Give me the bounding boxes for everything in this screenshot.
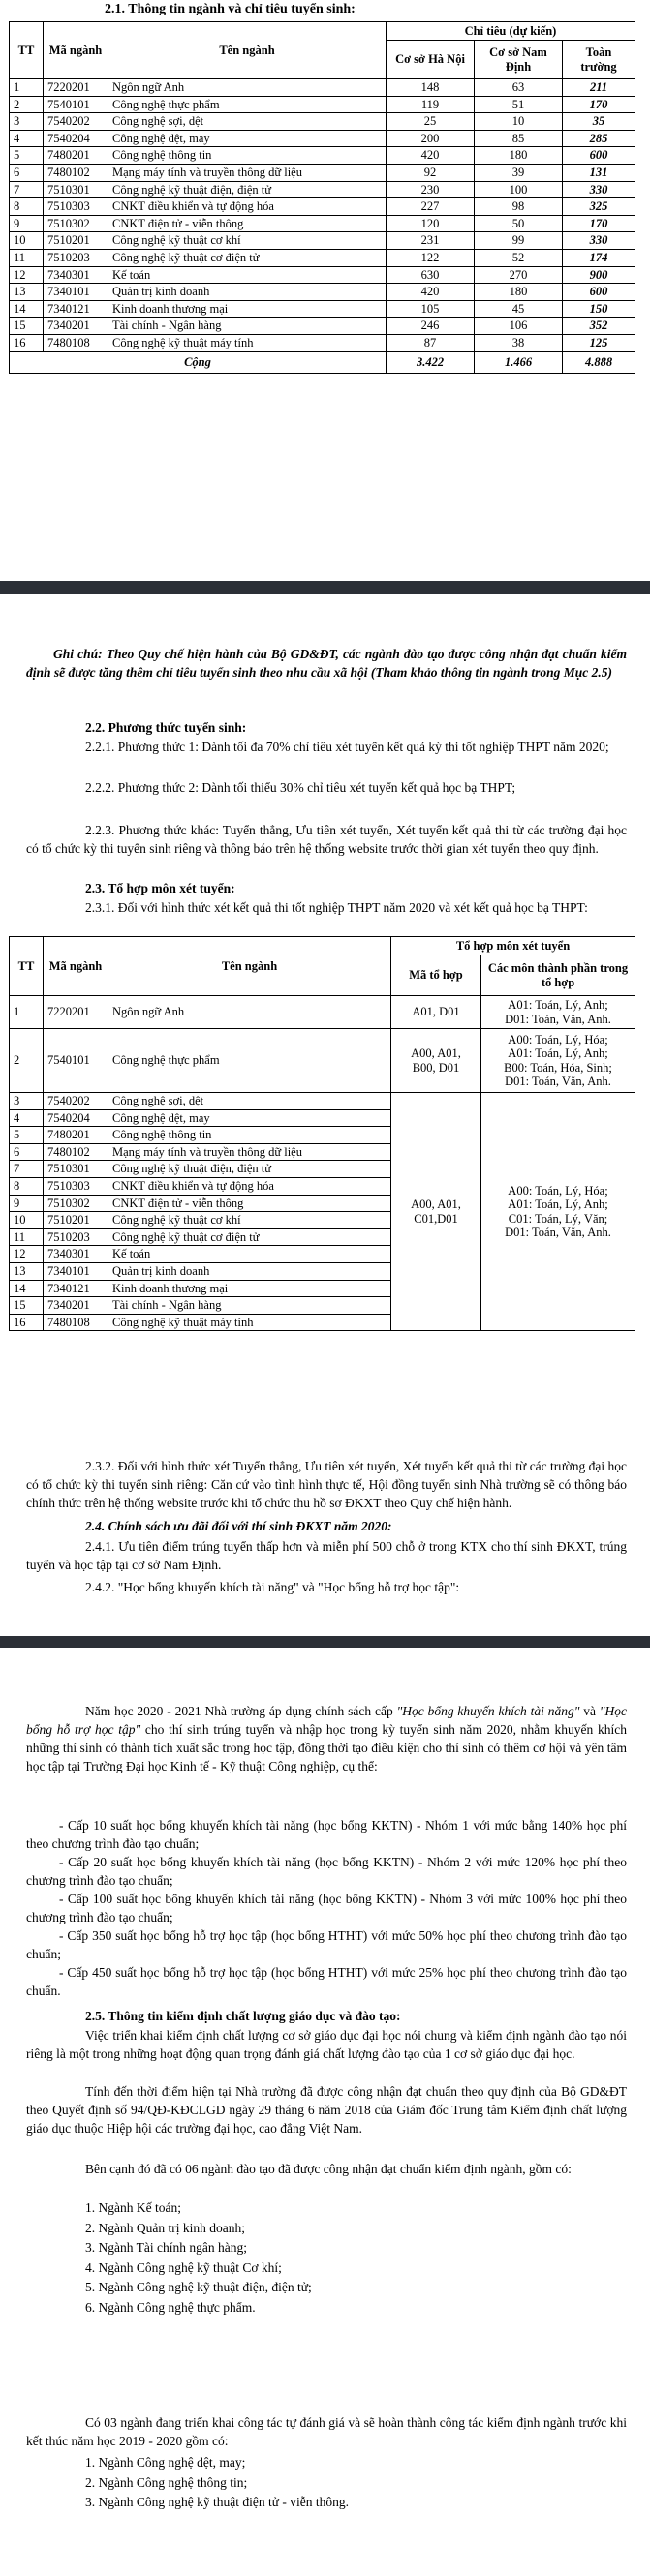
cell-tt: 14 (10, 1280, 44, 1297)
cell-ma-nganh: 7510303 (44, 198, 108, 216)
table-row (10, 181, 635, 198)
section-2-2-1: 2.2.1. Phương thức 1: Dành tối đa 70% chỉ tiêu xét tuyển kết quả kỳ thi tốt nghiệp THPT năm 2020; (85, 740, 609, 754)
cell-ten-nganh: CNKT điện tử - viễn thông (108, 215, 387, 232)
cell-toan-truong: 125 (563, 334, 635, 351)
cell-tt: 12 (10, 266, 44, 284)
cell-mon-thanh-phan-line: D01: Toán, Văn, Anh. (505, 1012, 611, 1026)
cell-tt: 8 (10, 198, 44, 216)
cell-tt: 10 (10, 232, 44, 250)
cell-namdinh: 180 (475, 284, 563, 301)
cell-ma-nganh: 7510303 (44, 1177, 108, 1195)
col-ma-nganh: Mã ngành (44, 22, 108, 79)
table-row (10, 284, 635, 301)
cell-tt: 10 (10, 1212, 44, 1229)
cell-tt: 15 (10, 1297, 44, 1315)
cell-ten-nganh: Kinh doanh thương mại (108, 1280, 391, 1297)
cell-mon-thanh-phan-line: A00: Toán, Lý, Hóa; (508, 1032, 608, 1046)
section-2-3-2: 2.3.2. Đối với hình thức xét Tuyển thẳng, Ưu tiên xét tuyển, Xét tuyển kết quả thi từ các trường đại học có tổ chức kỳ thi tuyển sinh riêng: Căn cứ vào tình hình thực tế, Hội đồng tuyển sinh Nhà trường sẽ có thông báo chính thức trên hệ thống website trước khi tổ chức thu hồ sơ ĐKXT theo Quy chế hiện hành. (26, 1459, 627, 1510)
cell-ten-nganh: Mạng máy tính và truyền thông dữ liệu (108, 164, 387, 181)
cell-ma-nganh: 7340301 (44, 1246, 108, 1263)
cell-tt: 12 (10, 1246, 44, 1263)
cell-namdinh: 39 (475, 164, 563, 181)
cell-ma-to-hop-line: B00, D01 (412, 1060, 460, 1075)
cell-hanoi: 87 (387, 334, 475, 351)
cell-mon-thanh-phan-line: A00: Toán, Lý, Hóa; (508, 1183, 608, 1197)
col-to-hop: Tổ hợp môn xét tuyển (391, 937, 635, 955)
total-toan-truong: 4.888 (563, 351, 635, 373)
section-2-5-p1: Việc triển khai kiểm định chất lượng cơ sở giáo dục đại học nói chung và kiểm định ngành đào tạo nói riêng là một trong những hoạt động quan trọng đánh giá chất lượng đào tạo của 1 cơ sở giáo dục đại học. (26, 2028, 627, 2061)
page-separator (0, 1636, 650, 1648)
cell-namdinh: 52 (475, 249, 563, 266)
cell-tt: 2 (10, 96, 44, 113)
cell-ma-nganh: 7510302 (44, 1195, 108, 1212)
cell-mon-thanh-phan-line: C01: Toán, Lý, Văn; (508, 1211, 608, 1226)
cell-hanoi: 420 (387, 284, 475, 301)
cell-ten-nganh: Công nghệ kỹ thuật cơ điện tử (108, 1228, 391, 1246)
table-row (10, 232, 635, 250)
cell-tt: 5 (10, 1127, 44, 1144)
cell-ma-to-hop-line: C01,D01 (414, 1211, 458, 1226)
list-item: 3. Ngành Tài chính ngân hàng; (85, 2240, 247, 2255)
section-2-2-title: 2.2. Phương thức tuyển sinh: (85, 720, 247, 735)
scholarship-list (26, 1816, 627, 2000)
cell-ten-nganh: Công nghệ kỹ thuật cơ khí (108, 232, 387, 250)
section-2-2-2: 2.2.2. Phương thức 2: Dành tối thiểu 30% chỉ tiêu xét tuyển kết quả học bạ THPT; (85, 780, 516, 795)
col-hanoi: Cơ sở Hà Nội (387, 41, 475, 79)
section-2-5-p2: Tính đến thời điểm hiện tại Nhà trường đã được công nhận đạt chuẩn theo quy định của Bộ GD&ĐT theo Quyết định số 94/QĐ-KĐCLGD ngày 29 tháng 6 năm 2018 của Giám đốc Trung tâm Kiểm định chất lượng giáo dục thuộc Hiệp hội các trường đại học, cao đẳng Việt Nam. (26, 2084, 627, 2136)
cell-ten-nganh: Kế toán (108, 1246, 391, 1263)
cell-ten-nganh: Công nghệ kỹ thuật điện, điện tử (108, 181, 387, 198)
col-toan-truong: Toàn trường (563, 41, 635, 79)
cell-ten-nganh: Công nghệ kỹ thuật máy tính (108, 1314, 391, 1331)
table-row (10, 96, 635, 113)
col-namdinh: Cơ sở Nam Định (475, 41, 563, 79)
scholarship-item: - Cấp 450 suất học bổng hỗ trợ học tập (học bổng HTHT) với mức 25% học phí theo chương trình đào tạo chuẩn. (26, 1965, 627, 1998)
cell-ten-nganh: Tài chính - Ngân hàng (108, 318, 387, 335)
cell-tt: 1 (10, 996, 44, 1029)
cell-toan-truong: 131 (563, 164, 635, 181)
cell-ten-nganh: Ngôn ngữ Anh (108, 996, 391, 1029)
cell-ten-nganh: CNKT điện tử - viễn thông (108, 1195, 391, 1212)
col-tt: TT (10, 937, 44, 996)
cell-ma-nganh: 7340201 (44, 1297, 108, 1315)
cell-toan-truong: 330 (563, 181, 635, 198)
cell-ma-nganh: 7340121 (44, 300, 108, 318)
table-row (10, 198, 635, 216)
cell-hanoi: 120 (387, 215, 475, 232)
cell-tt: 1 (10, 79, 44, 97)
cell-ma-nganh: 7540204 (44, 1109, 108, 1127)
cell-hanoi: 148 (387, 79, 475, 97)
scholarship-intro: Năm học 2020 - 2021 Nhà trường áp dụng chính sách cấp "Học bổng khuyến khích tài năng" và "Học bổng hỗ trợ học tập" cho thí sinh trúng tuyển và nhập học trong kỳ tuyển sinh năm 2020, nhằm khuyến khích những thí sinh có thành tích xuất sắc trong học tập, đồng thời tạo điều kiện cho thí sinh có thêm cơ hội và yên tâm học tập tại Trường Đại học Kinh tế - Kỹ thuật Công nghiệp, cụ thể: (26, 1704, 627, 1773)
quota-table (9, 21, 635, 374)
cell-ma-nganh: 7540204 (44, 130, 108, 147)
table-row (10, 1093, 635, 1110)
cell-toan-truong: 325 (563, 198, 635, 216)
cell-ten-nganh: Công nghệ kỹ thuật cơ điện tử (108, 249, 387, 266)
cell-mon-thanh-phan-line: B00: Toán, Hóa, Sinh; (504, 1060, 612, 1075)
cell-ma-nganh: 7540202 (44, 1093, 108, 1110)
cell-toan-truong: 170 (563, 215, 635, 232)
accredited-majors-list (85, 2198, 312, 2318)
cell-ten-nganh: CNKT điều khiển và tự động hóa (108, 198, 387, 216)
cell-mon-thanh-phan (481, 996, 635, 1029)
scholarship-item: - Cấp 350 suất học bổng hỗ trợ học tập (học bổng HTHT) với mức 50% học phí theo chương trình đào tạo chuẩn; (26, 1928, 627, 1961)
section-2-5-title: 2.5. Thông tin kiểm định chất lượng giáo dục và đào tạo: (85, 2009, 401, 2023)
cell-namdinh: 38 (475, 334, 563, 351)
cell-ma-nganh: 7480108 (44, 334, 108, 351)
cell-tt: 7 (10, 181, 44, 198)
cell-ma-nganh: 7340121 (44, 1280, 108, 1297)
cell-ma-nganh: 7510301 (44, 181, 108, 198)
cell-ma-to-hop-line: A00, A01, (411, 1046, 461, 1060)
cell-ma-nganh: 7510302 (44, 215, 108, 232)
cell-toan-truong: 174 (563, 249, 635, 266)
total-namdinh: 1.466 (475, 351, 563, 373)
cell-tt: 13 (10, 284, 44, 301)
cell-ma-nganh: 7480201 (44, 1127, 108, 1144)
table-row (10, 113, 635, 131)
cell-tt: 7 (10, 1161, 44, 1178)
cell-ma-to-hop: A01, D01 (391, 996, 481, 1029)
section-2-4-title: 2.4. Chính sách ưu đãi đối với thí sinh ĐKXT năm 2020: (85, 1519, 392, 1533)
cell-mon-thanh-phan-line: D01: Toán, Văn, Anh. (505, 1075, 611, 1088)
section-2-5-p4: Có 03 ngành đang triển khai công tác tự đánh giá và sẽ hoàn thành công tác kiểm định ngành trước khi kết thúc năm học 2019 - 2020 gồm có: (26, 2415, 627, 2448)
cell-namdinh: 180 (475, 147, 563, 165)
cell-mon-thanh-phan-line: A01: Toán, Lý, Anh; (508, 998, 608, 1012)
cell-ma-nganh: 7540101 (44, 1029, 108, 1093)
cell-namdinh: 10 (475, 113, 563, 131)
cell-ma-nganh: 7480108 (44, 1314, 108, 1331)
cell-tt: 2 (10, 1029, 44, 1093)
table-row (10, 147, 635, 165)
cell-toan-truong: 35 (563, 113, 635, 131)
list-item: 2. Ngành Quản trị kinh doanh; (85, 2220, 245, 2235)
cell-tt: 9 (10, 1195, 44, 1212)
cell-tt: 3 (10, 113, 44, 131)
table-row (10, 300, 635, 318)
cell-hanoi: 119 (387, 96, 475, 113)
table-row (10, 334, 635, 351)
cell-hanoi: 122 (387, 249, 475, 266)
section-2-5-p3: Bên cạnh đó đã có 06 ngành đào tạo đã được công nhận đạt chuẩn kiểm định ngành, gồm có: (85, 2162, 572, 2176)
col-chi-tieu: Chỉ tiêu (dự kiến) (387, 22, 635, 41)
cell-ma-nganh: 7510203 (44, 1228, 108, 1246)
cell-toan-truong: 330 (563, 232, 635, 250)
section-2-4-2: 2.4.2. "Học bổng khuyến khích tài năng" và "Học bổng hỗ trợ học tập": (85, 1580, 460, 1594)
cell-ten-nganh: Quản trị kinh doanh (108, 284, 387, 301)
list-item: 1. Ngành Kế toán; (85, 2200, 181, 2215)
table-row (10, 164, 635, 181)
cell-namdinh: 50 (475, 215, 563, 232)
cell-ma-nganh: 7510301 (44, 1161, 108, 1178)
note-text: Ghi chú: Theo Quy chế hiện hành của Bộ GD&ĐT, các ngành đào tạo được công nhận đạt chuẩn kiểm định sẽ được tăng thêm chỉ tiêu tuyển sinh theo nhu cầu xã hội (Tham khảo thông tin ngành trong Mục 2.5) (26, 647, 627, 680)
list-item: 2. Ngành Công nghệ thông tin; (85, 2474, 248, 2490)
cell-tt: 4 (10, 130, 44, 147)
cell-ma-nganh: 7540202 (44, 113, 108, 131)
cell-ten-nganh: Công nghệ sợi, dệt (108, 1093, 391, 1110)
cell-tt: 13 (10, 1262, 44, 1280)
cell-hanoi: 231 (387, 232, 475, 250)
table-row (10, 215, 635, 232)
cell-tt: 9 (10, 215, 44, 232)
cell-ten-nganh: Công nghệ sợi, dệt (108, 113, 387, 131)
section-2-3-title: 2.3. Tổ hợp môn xét tuyển: (85, 881, 235, 895)
table-row (10, 1029, 635, 1093)
cell-ma-nganh: 7340101 (44, 284, 108, 301)
col-ma-to-hop: Mã tổ hợp (391, 955, 481, 996)
cell-hanoi: 92 (387, 164, 475, 181)
cell-ten-nganh: Công nghệ thông tin (108, 1127, 391, 1144)
cell-namdinh: 98 (475, 198, 563, 216)
cell-namdinh: 99 (475, 232, 563, 250)
table-row (10, 249, 635, 266)
cell-ma-to-hop (391, 1029, 481, 1093)
cell-hanoi: 230 (387, 181, 475, 198)
cell-ma-to-hop (391, 1093, 481, 1331)
cell-ten-nganh: Công nghệ thực phẩm (108, 1029, 391, 1093)
cell-toan-truong: 211 (563, 79, 635, 97)
col-ma-nganh: Mã ngành (44, 937, 108, 996)
cell-toan-truong: 600 (563, 284, 635, 301)
cell-toan-truong: 352 (563, 318, 635, 335)
cell-ma-nganh: 7480102 (44, 1143, 108, 1161)
cell-namdinh: 51 (475, 96, 563, 113)
cell-ma-nganh: 7220201 (44, 79, 108, 97)
cell-ten-nganh: Quản trị kinh doanh (108, 1262, 391, 1280)
pending-majors-list (85, 2453, 349, 2513)
scholarship-item: - Cấp 20 suất học bổng khuyến khích tài năng (học bổng KKTN) - Nhóm 2 với mức 120% học phí theo chương trình đào tạo chuẩn; (26, 1855, 627, 1888)
cell-namdinh: 45 (475, 300, 563, 318)
cell-hanoi: 105 (387, 300, 475, 318)
cell-toan-truong: 285 (563, 130, 635, 147)
col-ten-nganh: Tên ngành (108, 937, 391, 996)
table-row (10, 266, 635, 284)
cell-tt: 3 (10, 1093, 44, 1110)
cell-mon-thanh-phan-line: A01: Toán, Lý, Anh; (508, 1197, 608, 1212)
cell-tt: 16 (10, 334, 44, 351)
section-2-3-1: 2.3.1. Đối với hình thức xét kết quả thi tốt nghiệp THPT năm 2020 và xét kết quả học bạ THPT: (85, 900, 588, 915)
cell-ten-nganh: Công nghệ kỹ thuật điện, điện tử (108, 1161, 391, 1178)
cell-ma-nganh: 7480102 (44, 164, 108, 181)
cell-namdinh: 63 (475, 79, 563, 97)
cell-mon-thanh-phan-line: D01: Toán, Văn, Anh. (505, 1226, 611, 1240)
table-row (10, 318, 635, 335)
cell-ma-nganh: 7510201 (44, 1212, 108, 1229)
cell-mon-thanh-phan (481, 1093, 635, 1331)
cell-tt: 14 (10, 300, 44, 318)
cell-ten-nganh: CNKT điều khiển và tự động hóa (108, 1177, 391, 1195)
cell-ten-nganh: Tài chính - Ngân hàng (108, 1297, 391, 1315)
cell-ten-nganh: Công nghệ thông tin (108, 147, 387, 165)
cell-tt: 16 (10, 1314, 44, 1331)
cell-ten-nganh: Kế toán (108, 266, 387, 284)
cell-hanoi: 630 (387, 266, 475, 284)
total-row (10, 351, 635, 373)
list-item: 1. Ngành Công nghệ dệt, may; (85, 2455, 246, 2470)
list-item: 4. Ngành Công nghệ kỹ thuật Cơ khí; (85, 2259, 282, 2275)
cell-ten-nganh: Ngôn ngữ Anh (108, 79, 387, 97)
cell-ma-nganh: 7340201 (44, 318, 108, 335)
scholarship-item: - Cấp 10 suất học bổng khuyến khích tài năng (học bổng KKTN) - Nhóm 1 với mức bằng 140% học phí theo chương trình đào tạo chuẩn; (26, 1818, 627, 1851)
cell-tt: 8 (10, 1177, 44, 1195)
cell-tt: 11 (10, 249, 44, 266)
table-row (10, 130, 635, 147)
cell-hanoi: 227 (387, 198, 475, 216)
cell-mon-thanh-phan (481, 1029, 635, 1093)
cell-ten-nganh: Công nghệ kỹ thuật máy tính (108, 334, 387, 351)
cell-tt: 6 (10, 164, 44, 181)
subject-combination-table (9, 936, 635, 1331)
cell-ma-nganh: 7340101 (44, 1262, 108, 1280)
scholarship-item: - Cấp 100 suất học bổng khuyến khích tài năng (học bổng KKTN) - Nhóm 3 với mức 100% học phí theo chương trình đào tạo chuẩn; (26, 1892, 627, 1924)
cell-hanoi: 246 (387, 318, 475, 335)
cell-tt: 4 (10, 1109, 44, 1127)
list-item: 5. Ngành Công nghệ kỹ thuật điện, điện tử; (85, 2280, 312, 2294)
cell-namdinh: 270 (475, 266, 563, 284)
cell-ten-nganh: Công nghệ kỹ thuật cơ khí (108, 1212, 391, 1229)
list-item: 3. Ngành Công nghệ kỹ thuật điện tử - viễn thông. (85, 2495, 350, 2509)
cell-toan-truong: 150 (563, 300, 635, 318)
cell-namdinh: 85 (475, 130, 563, 147)
col-ten-nganh: Tên ngành (108, 22, 387, 79)
total-label: Cộng (10, 351, 387, 373)
cell-toan-truong: 170 (563, 96, 635, 113)
cell-tt: 11 (10, 1228, 44, 1246)
cell-namdinh: 106 (475, 318, 563, 335)
col-tt: TT (10, 22, 44, 79)
cell-ten-nganh: Công nghệ dệt, may (108, 130, 387, 147)
cell-toan-truong: 600 (563, 147, 635, 165)
table-row (10, 996, 635, 1029)
cell-ma-nganh: 7340301 (44, 266, 108, 284)
cell-hanoi: 25 (387, 113, 475, 131)
page-separator (0, 581, 650, 594)
table-row (10, 79, 635, 97)
cell-ten-nganh: Kinh doanh thương mại (108, 300, 387, 318)
cell-ma-nganh: 7510201 (44, 232, 108, 250)
cell-toan-truong: 900 (563, 266, 635, 284)
cell-ma-nganh: 7540101 (44, 96, 108, 113)
col-mon-thanh-phan: Các môn thành phần trong tổ hợp (481, 955, 635, 996)
section-2-4-1: 2.4.1. Ưu tiên điểm trúng tuyển thấp hơn và miễn phí 500 chỗ ở trong KTX cho thí sinh ĐKXT, trúng tuyển và học tập tại cơ sở Nam Định. (26, 1539, 627, 1572)
cell-mon-thanh-phan-line: A01: Toán, Lý, Anh; (508, 1046, 608, 1060)
cell-namdinh: 100 (475, 181, 563, 198)
cell-ma-nganh: 7480201 (44, 147, 108, 165)
total-hanoi: 3.422 (387, 351, 475, 373)
cell-ma-nganh: 7510203 (44, 249, 108, 266)
cell-hanoi: 200 (387, 130, 475, 147)
cell-tt: 6 (10, 1143, 44, 1161)
cell-ten-nganh: Mạng máy tính và truyền thông dữ liệu (108, 1143, 391, 1161)
cell-ma-to-hop-line: A00, A01, (411, 1197, 461, 1212)
list-item: 6. Ngành Công nghệ thực phẩm. (85, 2299, 256, 2315)
section-2-2-3: 2.2.3. Phương thức khác: Tuyển thẳng, Ưu tiên xét tuyển, Xét tuyển kết quả thi từ các trường đại học có tổ chức kỳ thi tuyển sinh riêng và thông báo trên hệ thống website trước thời gian xét tuyển theo quy định. (26, 823, 627, 856)
section-2-1-title: 2.1. Thông tin ngành và chỉ tiêu tuyển sinh: (105, 2, 356, 16)
cell-hanoi: 420 (387, 147, 475, 165)
cell-ten-nganh: Công nghệ dệt, may (108, 1109, 391, 1127)
cell-ten-nganh: Công nghệ thực phẩm (108, 96, 387, 113)
cell-ma-nganh: 7220201 (44, 996, 108, 1029)
cell-tt: 15 (10, 318, 44, 335)
cell-tt: 5 (10, 147, 44, 165)
